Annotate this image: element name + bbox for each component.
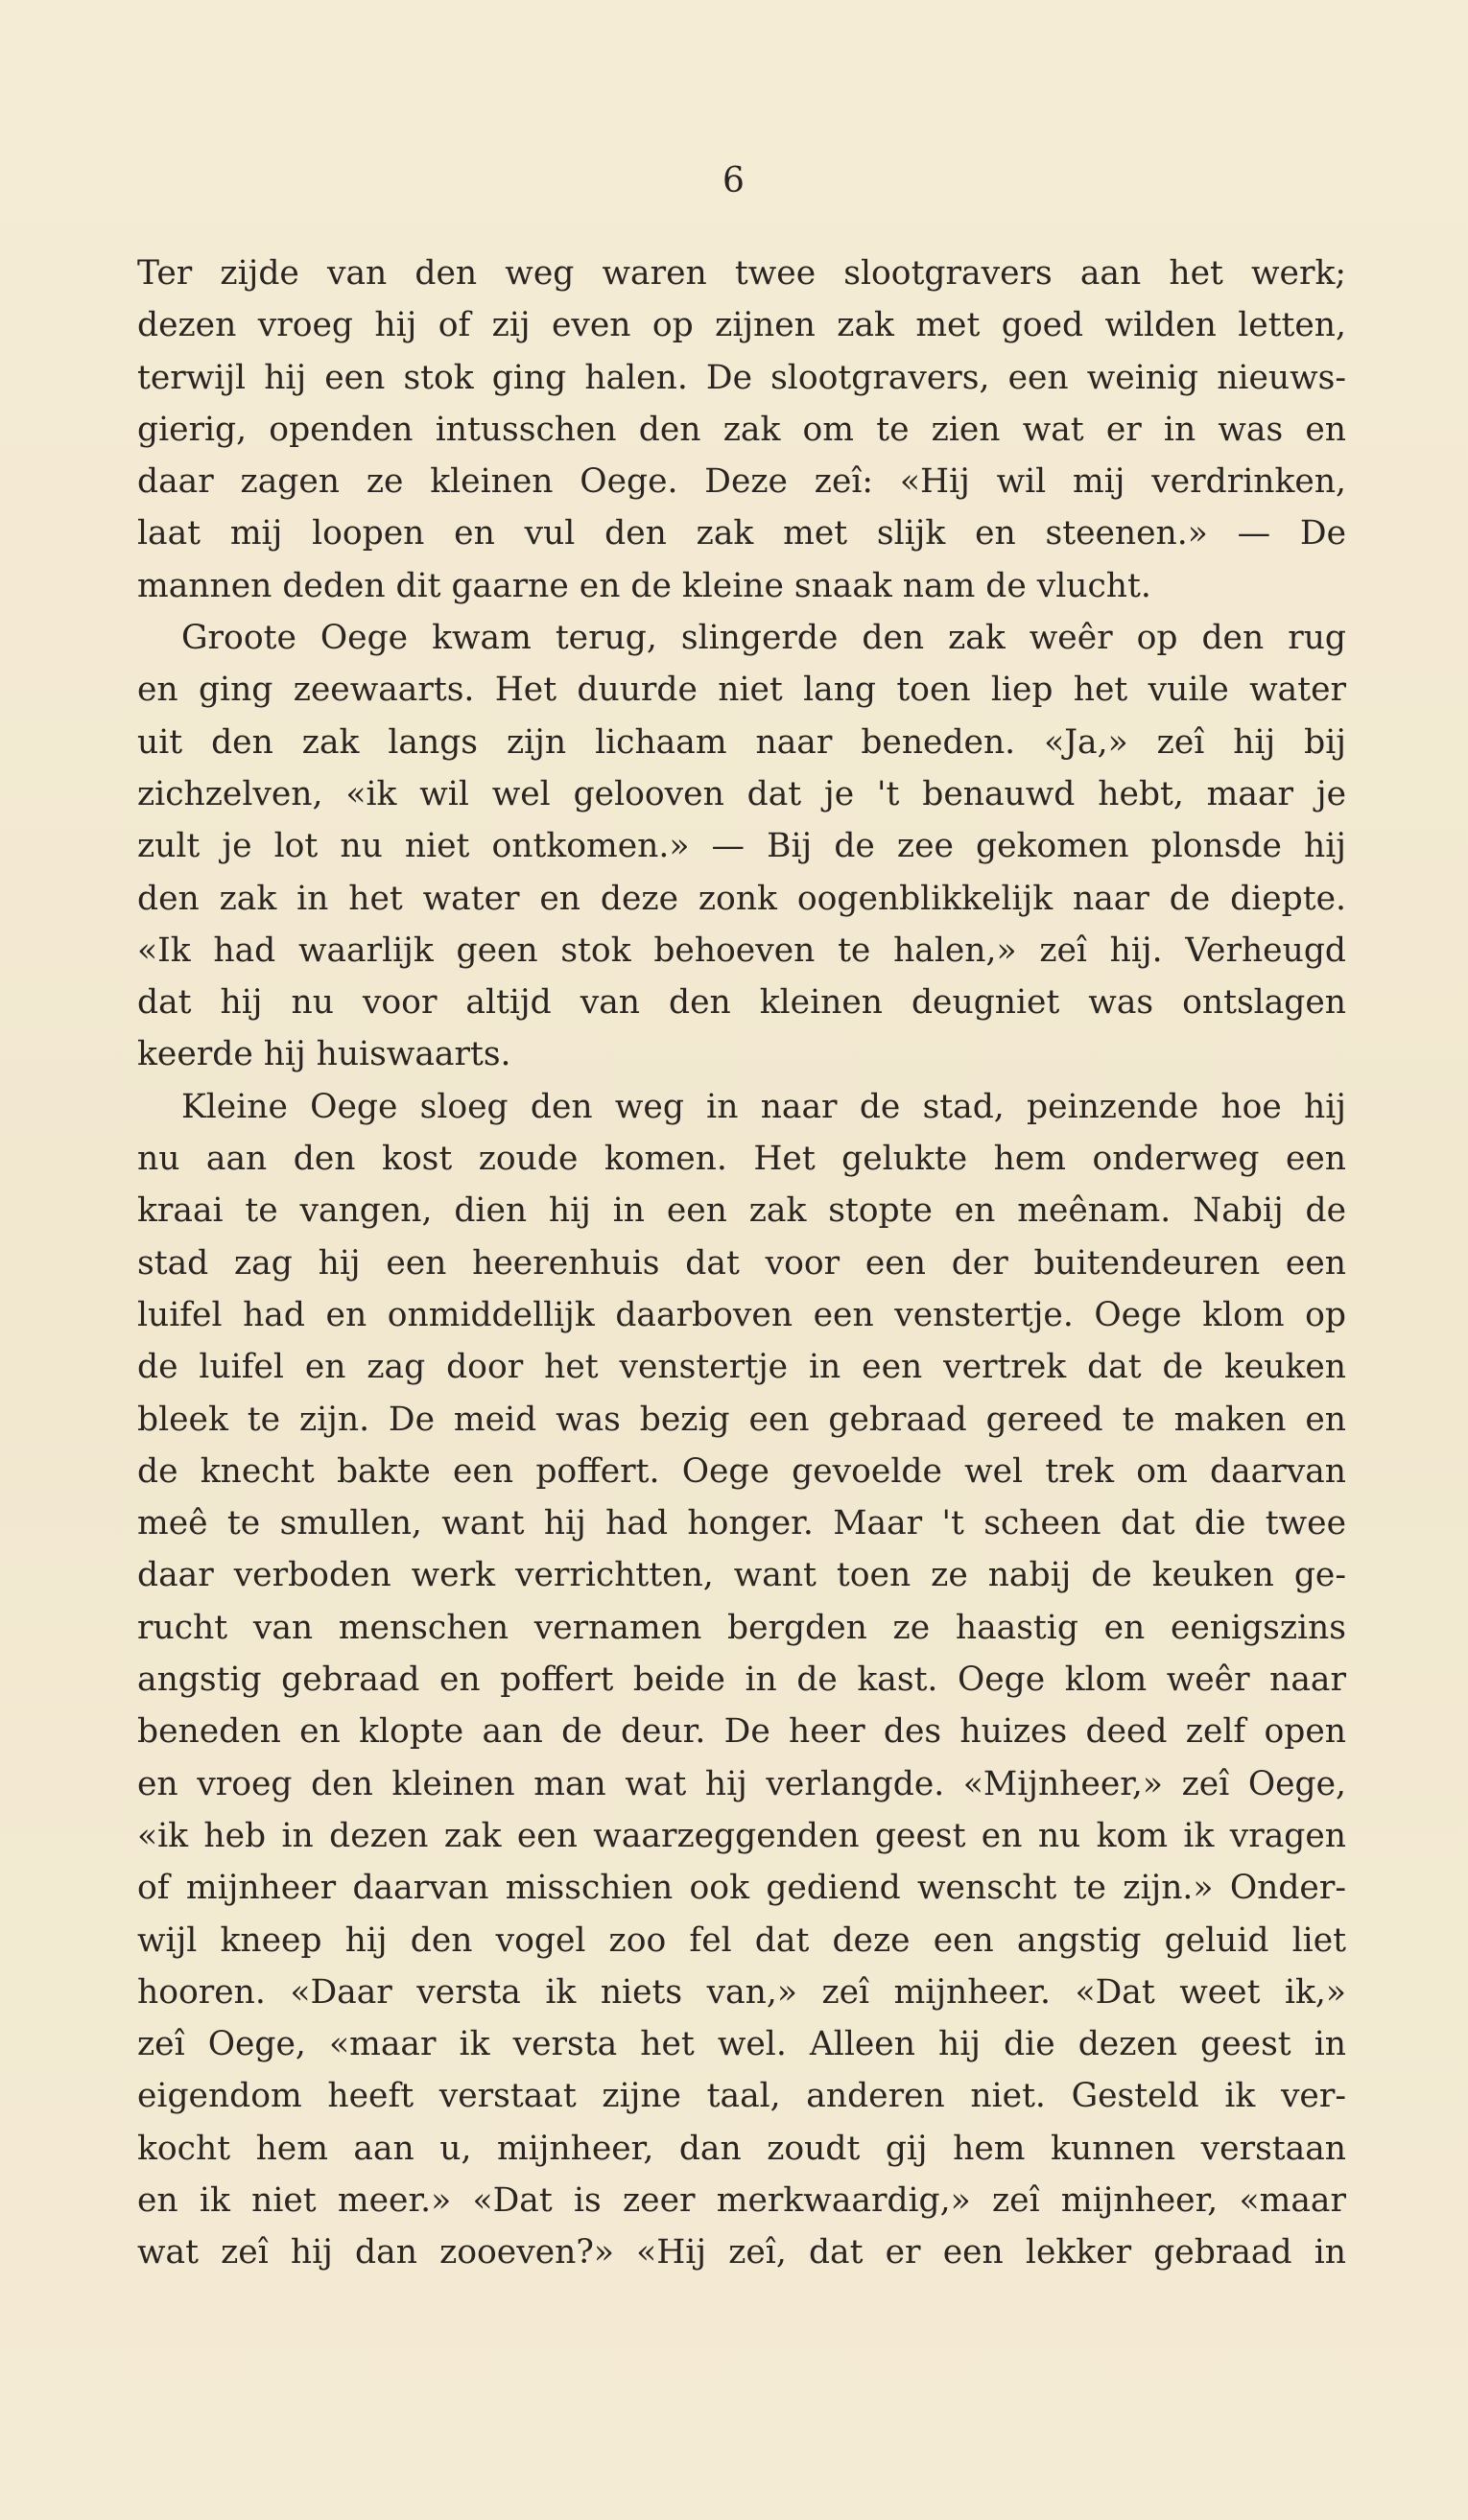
text-line: daar verboden werk verrichtten, want toen ze nabij de keuken ge- xyxy=(137,1556,1346,1595)
text-line: dat hij nu voor altijd van den kleinen deugniet was ontslagen xyxy=(137,983,1346,1023)
text-line: stad zag hij een heerenhuis dat voor een der buitendeuren een xyxy=(137,1243,1346,1283)
text-line: mannen deden dit gaarne en de kleine snaak nam de vlucht. xyxy=(137,566,1151,605)
text-line: zult je lot nu niet ontkomen.» — Bij de zee gekomen plonsde hij xyxy=(137,827,1346,866)
text-line: en ging zeewaarts. Het duurde niet lang toen liep het vuile water xyxy=(137,671,1346,710)
text-line: daar zagen ze kleinen Oege. Deze zeî: «Hij wil mij verdrinken, xyxy=(137,462,1346,502)
text-line: laat mij loopen en vul den zak met slijk en steenen.» — De xyxy=(137,514,1346,553)
text-line: Groote Oege kwam terug, slingerde den zak weêr op den rug xyxy=(181,619,1346,658)
text-line: «Ik had waarlijk geen stok behoeven te halen,» zeî hij. Verheugd xyxy=(137,930,1346,970)
text-line: de luifel en zag door het venstertje in een vertrek dat de keuken xyxy=(137,1348,1346,1387)
text-line: Ter zijde van den weg waren twee slootgravers aan het werk; xyxy=(137,254,1346,293)
body-text xyxy=(137,247,1346,2279)
text-line: dezen vroeg hij of zij even op zijnen zak met goed wilden letten, xyxy=(137,306,1346,345)
page-number: 6 xyxy=(722,161,746,200)
text-line: Kleine Oege sloeg den weg in naar de stad, peinzende hoe hij xyxy=(181,1087,1346,1126)
text-line: kocht hem aan u, mijnheer, dan zoudt gij hem kunnen verstaan xyxy=(137,2129,1346,2168)
text-line: de knecht bakte een poffert. Oege gevoelde wel trek om daarvan xyxy=(137,1451,1346,1491)
text-line: en ik niet meer.» «Dat is zeer merkwaardig,» zeî mijnheer, «maar xyxy=(137,2180,1346,2220)
text-line: zeî Oege, «maar ik versta het wel. Alleen hij die dezen geest in xyxy=(137,2025,1346,2064)
text-line: rucht van menschen vernamen bergden ze haastig en eenigszins xyxy=(137,1608,1346,1647)
text-line: of mijnheer daarvan misschien ook gediend wenscht te zijn.» Onder- xyxy=(137,1869,1346,1908)
text-line: bleek te zijn. De meid was bezig een gebraad gereed te maken en xyxy=(137,1400,1346,1439)
text-line: wijl kneep hij den vogel zoo fel dat deze een angstig geluid liet xyxy=(137,1920,1346,1960)
text-line: meê te smullen, want hij had honger. Maar 't scheen dat die twee xyxy=(137,1504,1346,1543)
text-line: hooren. «Daar versta ik niets van,» zeî mijnheer. «Dat weet ik,» xyxy=(137,1972,1346,2012)
text-line: kraai te vangen, dien hij in een zak stopte en meênam. Nabij de xyxy=(137,1191,1346,1231)
text-line: angstig gebraad en poffert beide in de kast. Oege klom weêr naar xyxy=(137,1660,1346,1700)
text-line: beneden en klopte aan de deur. De heer des huizes deed zelf open xyxy=(137,1712,1346,1752)
text-line: gierig, openden intusschen den zak om te zien wat er in was en xyxy=(137,410,1346,449)
text-line: keerde hij huiswaarts. xyxy=(137,1035,511,1074)
text-line: den zak in het water en deze zonk oogenblikkelijk naar de diepte. xyxy=(137,879,1346,918)
text-line: nu aan den kost zoude komen. Het gelukte hem onderweg een xyxy=(137,1140,1346,1179)
text-line: luifel had en onmiddellijk daarboven een venstertje. Oege klom op xyxy=(137,1295,1346,1334)
text-line: zichzelven, «ik wil wel gelooven dat je 't benauwd hebt, maar je xyxy=(137,774,1346,813)
text-line: en vroeg den kleinen man wat hij verlangde. «Mijnheer,» zeî Oege, xyxy=(137,1764,1346,1803)
text-line: wat zeî hij dan zooeven?» «Hij zeî, dat er een lekker gebraad in xyxy=(137,2233,1346,2273)
text-line: terwijl hij een stok ging halen. De slootgravers, een weinig nieuws- xyxy=(137,358,1346,397)
text-line: uit den zak langs zijn lichaam naar beneden. «Ja,» zeî hij bij xyxy=(137,722,1346,762)
text-line: «ik heb in dezen zak een waarzeggenden geest en nu kom ik vragen xyxy=(137,1816,1346,1855)
text-line: eigendom heeft verstaat zijne taal, anderen niet. Gesteld ik ver- xyxy=(137,2077,1346,2116)
